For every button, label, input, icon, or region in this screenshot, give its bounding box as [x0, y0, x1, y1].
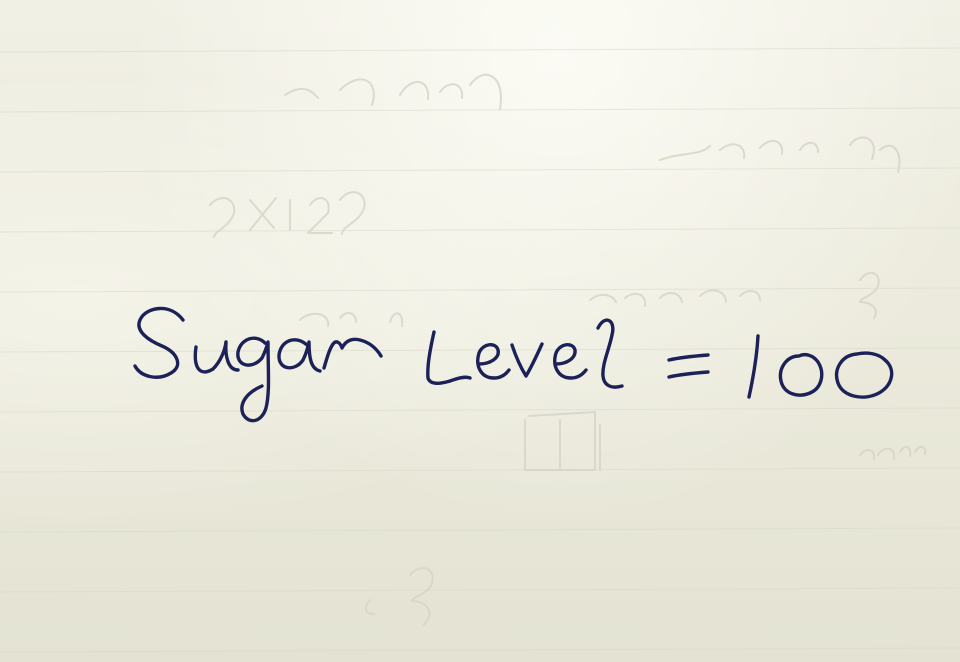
digit-1	[749, 336, 758, 397]
handwritten-note	[135, 308, 892, 420]
letter-l	[598, 320, 622, 387]
equals-sign	[669, 355, 708, 377]
letter-a	[279, 340, 320, 371]
digit-0-second	[837, 353, 892, 397]
letter-L	[428, 332, 470, 383]
digit-0-first	[780, 355, 821, 395]
letter-r	[324, 339, 381, 368]
letter-u	[195, 342, 238, 372]
letter-v	[512, 344, 542, 376]
letter-s	[135, 308, 183, 377]
